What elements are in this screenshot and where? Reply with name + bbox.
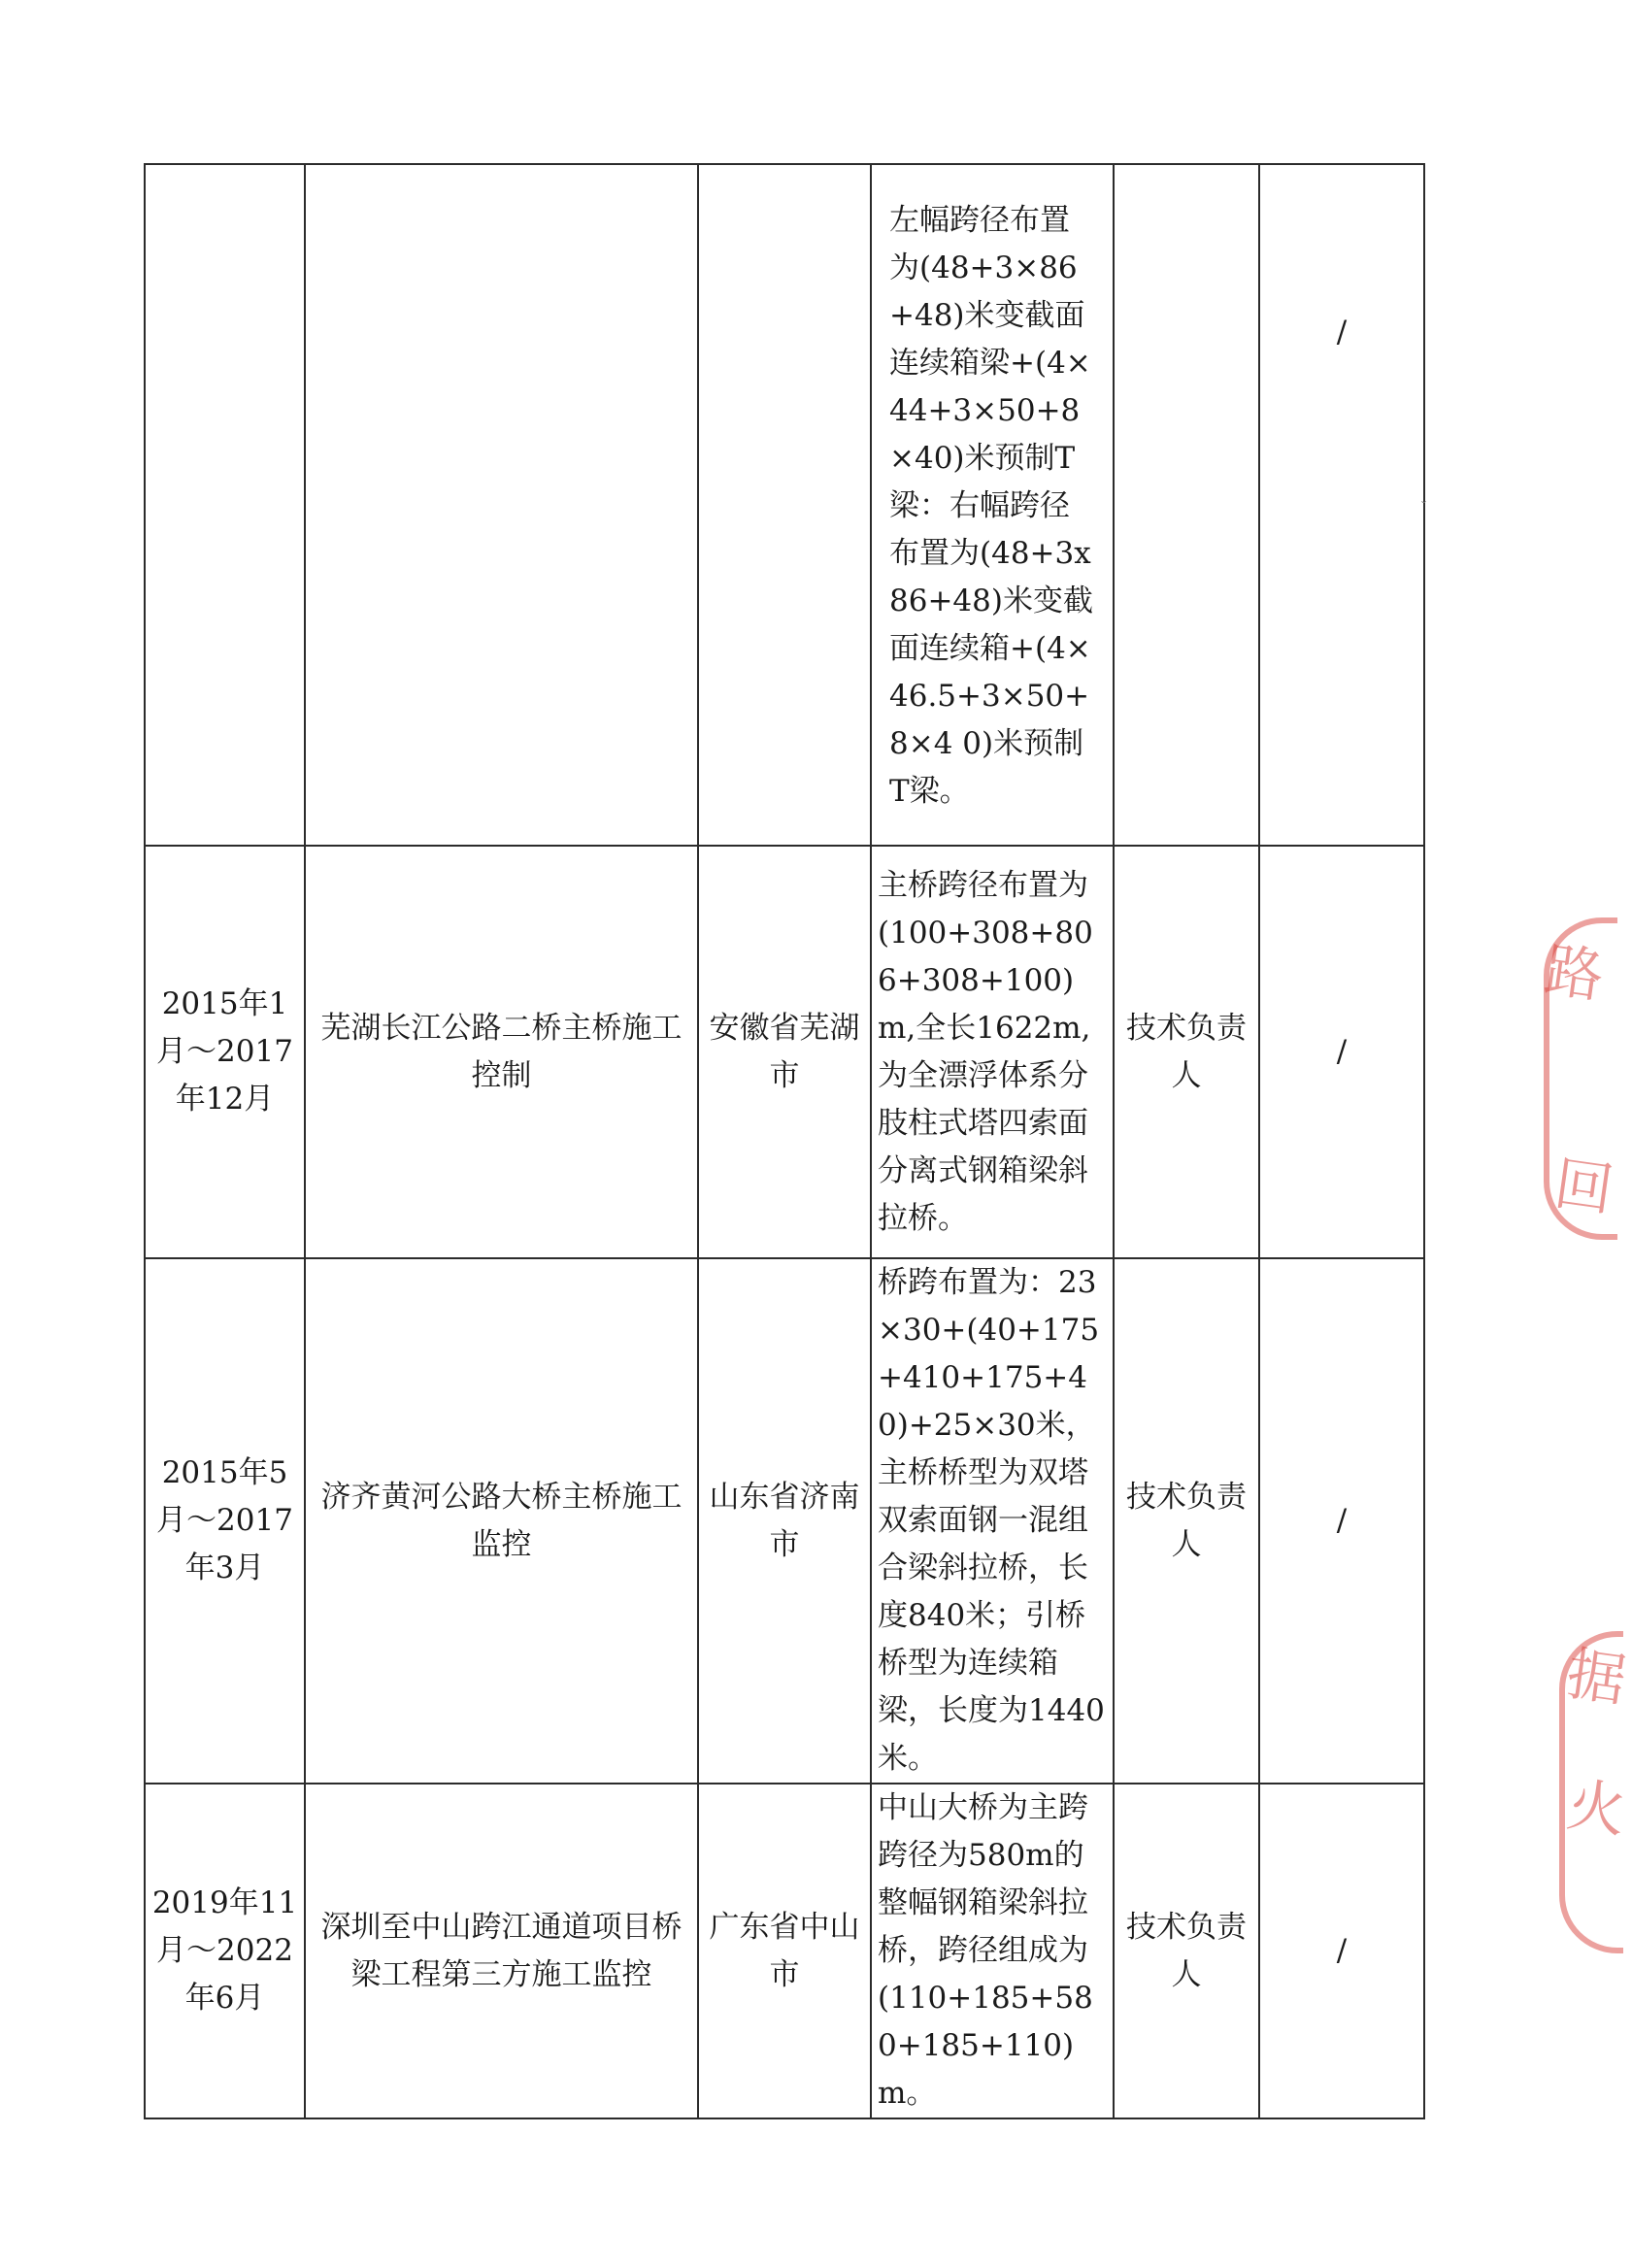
description-cell: 左幅跨径布置为(48+3×86+48)米变截面连续箱梁+(4×44+3×50+8×40)米预制T梁：右幅跨径布置为(48+3x86+48)米变截面连续箱+(4×46.5+3×50+8×4 0)米预制T梁。 bbox=[871, 164, 1114, 846]
scan-speck: ˘ bbox=[1420, 500, 1427, 516]
seal-glyph: 路 bbox=[1540, 936, 1608, 1012]
role-cell bbox=[1114, 164, 1259, 846]
seal-glyph: 火 bbox=[1562, 1771, 1630, 1847]
project-name-cell: 济齐黄河公路大桥主桥施工监控 bbox=[305, 1258, 698, 1784]
table-row bbox=[145, 846, 1424, 1258]
role-cell: 技术负责人 bbox=[1114, 1784, 1259, 2118]
note-cell: / bbox=[1259, 164, 1424, 846]
table-row bbox=[145, 1258, 1424, 1784]
project-name-cell: 芜湖长江公路二桥主桥施工控制 bbox=[305, 846, 698, 1258]
description-cell: 桥跨布置为：23×30+(40+175+410+175+40)+25×30米，主桥桥型为双塔双索面钢一混组合梁斜拉桥，长度840米；引桥桥型为连续箱梁，长度为1440米。 bbox=[871, 1258, 1114, 1784]
description-cell: 主桥跨径布置为(100+308+806+308+100)m,全长1622m,为全漂浮体系分肢柱式塔四索面分离式钢箱梁斜拉桥。 bbox=[871, 846, 1114, 1258]
time-cell bbox=[145, 164, 305, 846]
note-cell: / bbox=[1259, 846, 1424, 1258]
location-cell: 安徽省芜湖市 bbox=[698, 846, 871, 1258]
seal-glyph: 回 bbox=[1549, 1150, 1617, 1225]
time-cell: 2015年5月～2017年3月 bbox=[145, 1258, 305, 1784]
project-name-cell: 深圳至中山跨江通道项目桥梁工程第三方施工监控 bbox=[305, 1784, 698, 2118]
location-cell: 广东省中山市 bbox=[698, 1784, 871, 2118]
location-cell bbox=[698, 164, 871, 846]
role-cell: 技术负责人 bbox=[1114, 846, 1259, 1258]
project-experience-table bbox=[144, 163, 1425, 2119]
location-cell: 山东省济南市 bbox=[698, 1258, 871, 1784]
seal-glyph: 据 bbox=[1562, 1640, 1630, 1716]
time-cell: 2019年11月～2022年6月 bbox=[145, 1784, 305, 2118]
note-cell: / bbox=[1259, 1784, 1424, 2118]
table-row bbox=[145, 164, 1424, 846]
description-cell: 中山大桥为主跨跨径为580m的整幅钢箱梁斜拉桥，跨径组成为(110+185+580+185+110)m。 bbox=[871, 1784, 1114, 2118]
project-name-cell bbox=[305, 164, 698, 846]
role-cell: 技术负责人 bbox=[1114, 1258, 1259, 1784]
table-row bbox=[145, 1784, 1424, 2118]
time-cell: 2015年1月～2017年12月 bbox=[145, 846, 305, 1258]
note-cell: / bbox=[1259, 1258, 1424, 1784]
